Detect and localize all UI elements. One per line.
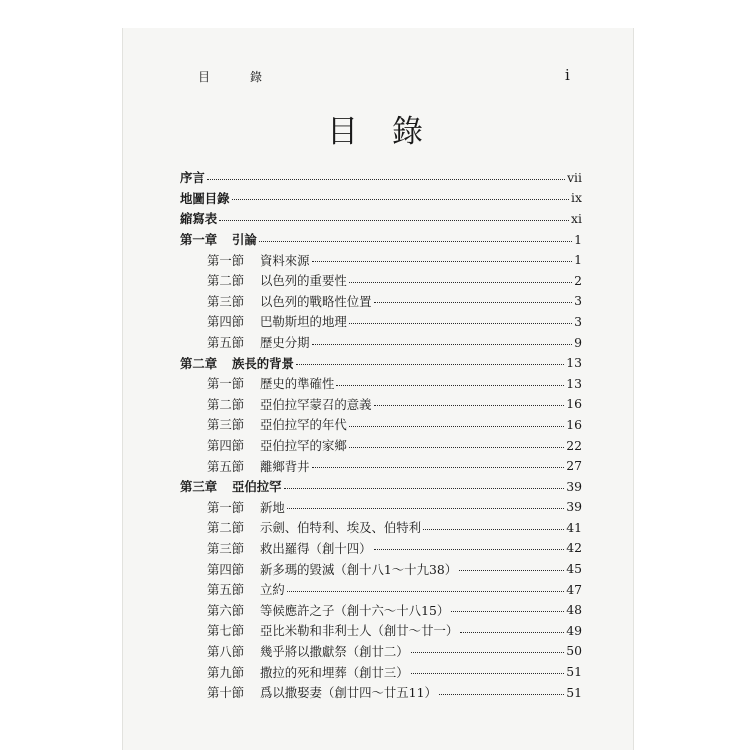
toc-entry-title: 引論 [232,232,257,248]
toc-entry-number: 第八節 [207,643,245,659]
toc-entry-title: 亞伯拉罕的年代 [260,417,347,433]
toc-entry-page: vii [567,169,582,185]
toc-section-entry [180,332,582,353]
dot-leader [336,385,564,386]
dot-leader [312,467,565,468]
toc-entry-title: 巴勒斯坦的地理 [260,314,347,330]
dot-leader [349,426,564,427]
dot-leader [460,632,564,633]
dot-leader [374,405,565,406]
toc-entry-title: 亞比米勒和非利士人（創廿～廿一） [260,623,459,639]
dot-leader [207,179,565,180]
toc-entry-page: 41 [566,519,582,535]
toc-entry-title: 以色列的戰略性位置 [260,293,372,309]
toc-entry-number: 第五節 [207,335,245,351]
toc-entry-title: 爲以撒娶妻（創廿四～廿五11） [260,685,437,701]
toc-entry-page: 13 [566,375,582,391]
dot-leader [411,673,565,674]
dot-leader [374,549,565,550]
toc-entry-title: 序言 [180,170,205,186]
toc-front-entry [180,188,582,209]
toc-entry-title: 立約 [260,582,285,598]
toc-chapter-entry [180,476,582,497]
dot-leader [287,591,564,592]
toc-front-entry [180,208,582,229]
dot-leader [219,220,569,221]
toc-section-entry [180,558,582,579]
toc-entry-page: 51 [566,664,582,680]
toc-entry-title: 救出羅得（創十四） [260,540,372,556]
dot-leader [349,282,572,283]
toc-entry-title: 以色列的重要性 [260,273,347,289]
toc-entry-number: 第十節 [207,685,245,701]
toc-entry-number: 第一節 [207,499,245,515]
toc-section-entry [180,497,582,518]
dot-leader [374,302,573,303]
toc-entry-page: 1 [574,231,582,247]
toc-entry-title: 新地 [260,499,285,515]
toc-entry-page: 42 [566,540,582,556]
toc-entry-page: xi [571,210,582,226]
toc-entry-number: 第七節 [207,623,245,639]
toc-section-entry [180,620,582,641]
toc-entry-number: 第三節 [207,540,245,556]
dot-leader [459,570,564,571]
toc-entry-title: 示劍、伯特利、埃及、伯特利 [260,520,422,536]
toc-entry-page: 2 [574,272,582,288]
toc-entry-title: 亞伯拉罕的家鄉 [260,438,347,454]
toc-entry-page: 16 [566,416,582,432]
dot-leader [287,508,564,509]
toc-section-entry [180,311,582,332]
toc-entry-title: 離鄉背井 [260,458,310,474]
toc-section-entry [180,641,582,662]
toc-entry-number: 第九節 [207,664,245,680]
toc-entry-page: 51 [566,684,582,700]
toc-section-entry [180,599,582,620]
toc-entry-number: 第三節 [207,293,245,309]
toc-entry-number: 第一節 [207,376,245,392]
toc-section-entry [180,661,582,682]
toc-entry-title: 等候應許之子（創十六～十八15） [260,602,450,618]
toc-entry-title: 歷史的準確性 [260,376,335,392]
toc-entry-number: 第四節 [207,561,245,577]
toc-section-entry [180,682,582,703]
toc-entry-page: 48 [566,602,582,618]
toc-section-entry [180,579,582,600]
toc-section-entry [180,538,582,559]
dot-leader [284,488,565,489]
toc-entry-title: 新多瑪的毀滅（創十八1～十九38） [260,561,458,577]
toc-section-entry [180,435,582,456]
toc-entry-title: 撒拉的死和埋葬（創廿三） [260,664,409,680]
toc-entry-page: 39 [566,499,582,515]
toc-entry-number: 第二章 [180,355,218,371]
toc-entry-page: 27 [566,458,582,474]
toc-entry-number: 第二節 [207,520,245,536]
toc-entry-number: 第一章 [180,232,218,248]
dot-leader [312,344,573,345]
running-head: 目 錄 [198,70,277,84]
dot-leader [411,652,565,653]
dot-leader [232,199,569,200]
toc-entry-number: 第二節 [207,273,245,289]
dot-leader [296,364,564,365]
toc-entry-title: 亞伯拉罕蒙召的意義 [260,396,372,412]
dot-leader [439,694,564,695]
toc-entry-page: 13 [566,355,582,371]
toc-entry-page: 3 [574,313,582,329]
toc-entry-number: 第三章 [180,479,218,495]
toc-section-entry [180,394,582,415]
toc-entry-title: 地圖目錄 [180,190,230,206]
page-title: 目錄 [327,114,457,150]
toc-entry-page: 22 [566,437,582,453]
dot-leader [349,447,564,448]
toc-front-entry [180,167,582,188]
toc-entry-page: 47 [566,581,582,597]
toc-entry-number: 第五節 [207,582,245,598]
toc-entry-page: 16 [566,396,582,412]
toc-entry-page: 49 [566,622,582,638]
dot-leader [259,241,572,242]
toc-entry-page: 45 [566,561,582,577]
toc-entry-number: 第四節 [207,438,245,454]
toc-entry-title: 歷史分期 [260,335,310,351]
toc-section-entry [180,249,582,270]
toc-entry-number: 第三節 [207,417,245,433]
toc-entry-title: 縮寫表 [180,211,218,227]
toc-section-entry [180,455,582,476]
toc-entry-title: 亞伯拉罕 [232,479,282,495]
toc-section-entry [180,291,582,312]
toc-section-entry [180,270,582,291]
page-number: i [565,66,570,84]
toc-entry-title: 資料來源 [260,252,310,268]
toc-entry-page: 39 [566,478,582,494]
toc-section-entry [180,373,582,394]
dot-leader [451,611,564,612]
toc-entry-number: 第五節 [207,458,245,474]
table-of-contents [180,167,582,702]
dot-leader [423,529,564,530]
toc-entry-page: 3 [574,293,582,309]
toc-entry-number: 第一節 [207,252,245,268]
toc-entry-number: 第四節 [207,314,245,330]
toc-entry-page: 50 [566,643,582,659]
toc-entry-number: 第六節 [207,602,245,618]
dot-leader [312,261,573,262]
toc-section-entry [180,517,582,538]
toc-entry-page: 1 [574,252,582,268]
toc-entry-title: 幾乎將以撒獻祭（創廿二） [260,643,409,659]
toc-section-entry [180,414,582,435]
toc-chapter-entry [180,352,582,373]
dot-leader [349,323,572,324]
toc-entry-title: 族長的背景 [232,355,294,371]
toc-chapter-entry [180,229,582,250]
toc-entry-number: 第二節 [207,396,245,412]
toc-entry-page: 9 [574,334,582,350]
toc-entry-page: ix [571,190,582,206]
